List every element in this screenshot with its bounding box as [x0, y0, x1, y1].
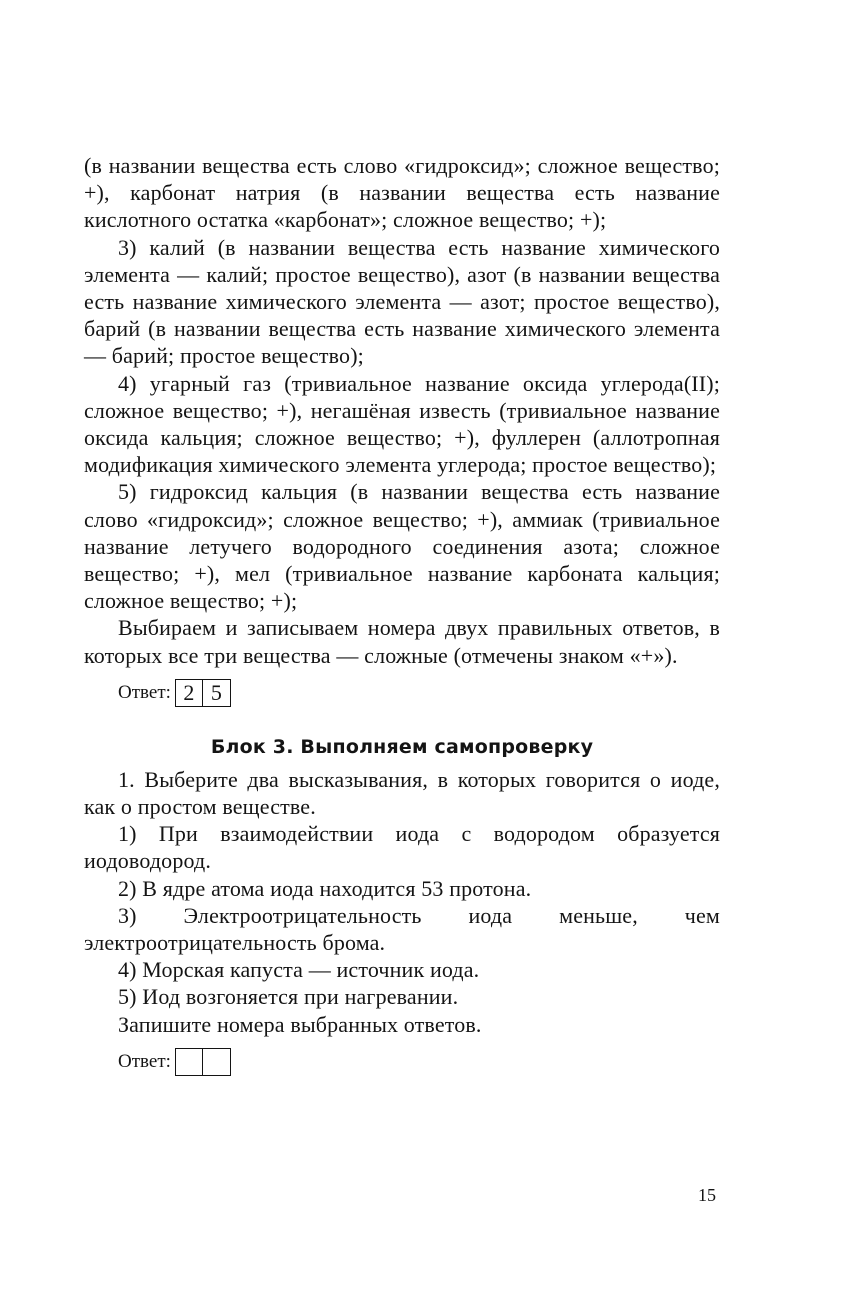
task-option: 1) При взаимодействии иода с водородом образуется иодоводород.	[84, 821, 720, 874]
task-question: 1. Выберите два высказывания, в которых говорится о иоде, как о простом веществе.	[84, 766, 720, 820]
task-instruction: Запишите номера выбранных ответов.	[118, 1011, 482, 1037]
task-option: 3) Электроотрицательность иода меньше, чем электроотрицательность брома.	[84, 902, 720, 956]
page-number: 15	[698, 1185, 716, 1205]
paragraph: 4) угарный газ (тривиальное название оксида углерода(II); сложное вещество; +), негашёная известь (тривиальное название оксида кальция; сложное вещество; +), фуллерен (аллотропная модификация химического элемента углерода; простое вещество);	[84, 370, 720, 478]
paragraph: Выбираем и записываем номера двух правильных ответов, в которых все три вещества — сложные (отмечены знаком «+»).	[84, 615, 720, 668]
page-content	[84, 152, 720, 1078]
answer-boxes	[175, 1048, 231, 1076]
paragraph: 5) гидроксид кальция (в названии вещества есть название слово «гидроксид»; сложное вещество; +), аммиак (тривиальное название летучего водородного соединения азота; сложное вещество; +), мел (тривиальное название карбоната кальция; сложное вещество; +);	[84, 479, 720, 614]
block-heading: Блок 3. Выполняем самопроверку	[210, 735, 594, 758]
answer-label: Ответ:	[118, 1050, 171, 1072]
answer-box: 2	[176, 680, 203, 706]
answer-box[interactable]	[176, 1049, 203, 1075]
answer-box[interactable]	[203, 1049, 230, 1075]
answer-row	[118, 1046, 720, 1078]
answer-box: 5	[210, 679, 222, 705]
paragraph: 3) калий (в названии вещества есть название химического элемента — калий; простое вещество), азот (в названии вещества есть название химического элемента — азот; простое вещество), барий (в названии вещества есть название химического элемента — барий; простое вещество);	[84, 234, 720, 369]
answer-row	[118, 677, 720, 709]
task-option: 2) В ядре атома иода находится 53 протона.	[118, 875, 532, 901]
task-option: 4) Морская капуста — источник иода.	[118, 957, 480, 983]
answer-boxes	[175, 679, 231, 707]
task-option: 5) Иод возгоняется при нагревании.	[118, 984, 459, 1010]
answer-label: Ответ:	[118, 681, 171, 703]
paragraph: (в названии вещества есть слово «гидроксид»; сложное вещество; +), карбонат натрия (в названии вещества есть название кислотного остатка «карбонат»; сложное вещество; +);	[84, 153, 720, 233]
